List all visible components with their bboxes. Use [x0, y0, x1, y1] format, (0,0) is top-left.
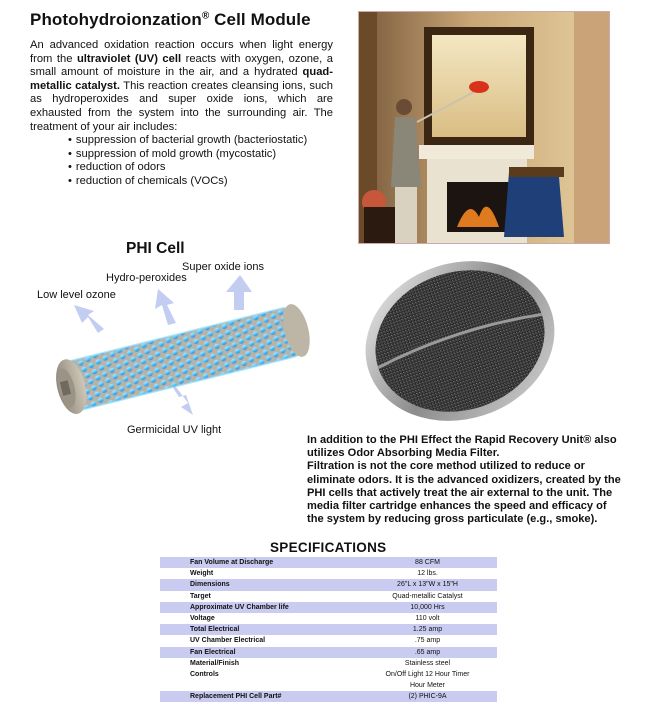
spec-value: 110 volt: [368, 613, 497, 624]
spec-value: (2) PHIC-9A: [368, 691, 497, 702]
germicidal-uv-light-label: Germicidal UV light: [127, 424, 222, 436]
super-oxide-ions-label: Super oxide ions: [182, 261, 264, 273]
filtration-body: Filtration is not the core method utilized to reduce or eliminate odors. It is the advanced oxidizers, created by the PHI cells that actively treat the air external to the unit. The media filter cartridge enhances the speed and efficacy of the system by reducing gross particulate (e.g., smoke).: [307, 460, 621, 526]
low-level-ozone-label: Low level ozone: [37, 289, 116, 301]
spec-value: 26"L x 13"W x 15"H: [368, 579, 497, 590]
spec-label: Material/Finish: [160, 658, 368, 669]
spec-label: Approximate UV Chamber life: [160, 602, 368, 613]
spec-value: 88 CFM: [368, 557, 497, 568]
spec-label: Fan Electrical: [160, 647, 368, 658]
filtration-paragraph: [307, 434, 624, 526]
intro-paragraph: An advanced oxidation reaction occurs when light energy from the ultraviolet (UV) cell reacts with oxygen, ozone, a small amount of moisture in the air, and a hydrated quad-metallic catalyst. This reaction creates cleansing ions, such as hydroperoxides and super oxide ions, which are exhausted from the system into the surrounding air. The treatment of your air includes:: [30, 39, 333, 133]
spec-label: Weight: [160, 568, 368, 579]
spec-value: On/Off Light 12 Hour Timer: [368, 669, 497, 680]
specifications-table: [160, 557, 497, 702]
table-row: [160, 669, 497, 680]
list-item: • suppression of bacterial growth (bacteriostatic): [68, 134, 307, 148]
spec-label: Dimensions: [160, 579, 368, 590]
spec-label: Total Electrical: [160, 624, 368, 635]
table-row: [160, 691, 497, 702]
specifications-title: SPECIFICATIONS: [270, 540, 387, 555]
list-item: • suppression of mold growth (mycostatic): [68, 148, 307, 162]
spec-label: Target: [160, 591, 368, 602]
table-row: [160, 613, 497, 624]
spec-label: [160, 680, 368, 691]
table-row: [160, 647, 497, 658]
spec-value: 12 lbs.: [368, 568, 497, 579]
spec-value: 1.25 amp: [368, 624, 497, 635]
table-row: [160, 591, 497, 602]
table-row: [160, 579, 497, 590]
benefits-list: [68, 134, 307, 189]
table-row: [160, 624, 497, 635]
spec-label: UV Chamber Electrical: [160, 635, 368, 646]
table-row: [160, 602, 497, 613]
list-item: • reduction of odors: [68, 161, 307, 175]
list-item: • reduction of chemicals (VOCs): [68, 175, 307, 189]
spec-label: Replacement PHI Cell Part#: [160, 691, 368, 702]
spec-value: 10,000 Hrs: [368, 602, 497, 613]
filtration-intro: In addition to the PHI Effect the Rapid Recovery Unit® also utilizes Odor Absorbing Media Filter.: [307, 434, 617, 460]
phi-cell-title: PHI Cell: [126, 240, 185, 257]
page-title: Photohydroionzation® Cell Module: [30, 10, 311, 29]
spec-value: Stainless steel: [368, 658, 497, 669]
spec-label: Fan Volume at Discharge: [160, 557, 368, 568]
media-filter-photo: [360, 257, 560, 425]
table-row: [160, 658, 497, 669]
spec-value: .75 amp: [368, 635, 497, 646]
spec-value: .65 amp: [368, 647, 497, 658]
table-row: [160, 680, 497, 691]
table-row: [160, 635, 497, 646]
table-row: [160, 568, 497, 579]
hydro-peroxides-label: Hydro-peroxides: [106, 272, 187, 284]
spec-value: Hour Meter: [368, 680, 497, 691]
spec-label: Controls: [160, 669, 368, 680]
spec-value: Quad-metallic Catalyst: [368, 591, 497, 602]
table-row: [160, 557, 497, 568]
room-photo: [358, 11, 610, 244]
spec-label: Voltage: [160, 613, 368, 624]
